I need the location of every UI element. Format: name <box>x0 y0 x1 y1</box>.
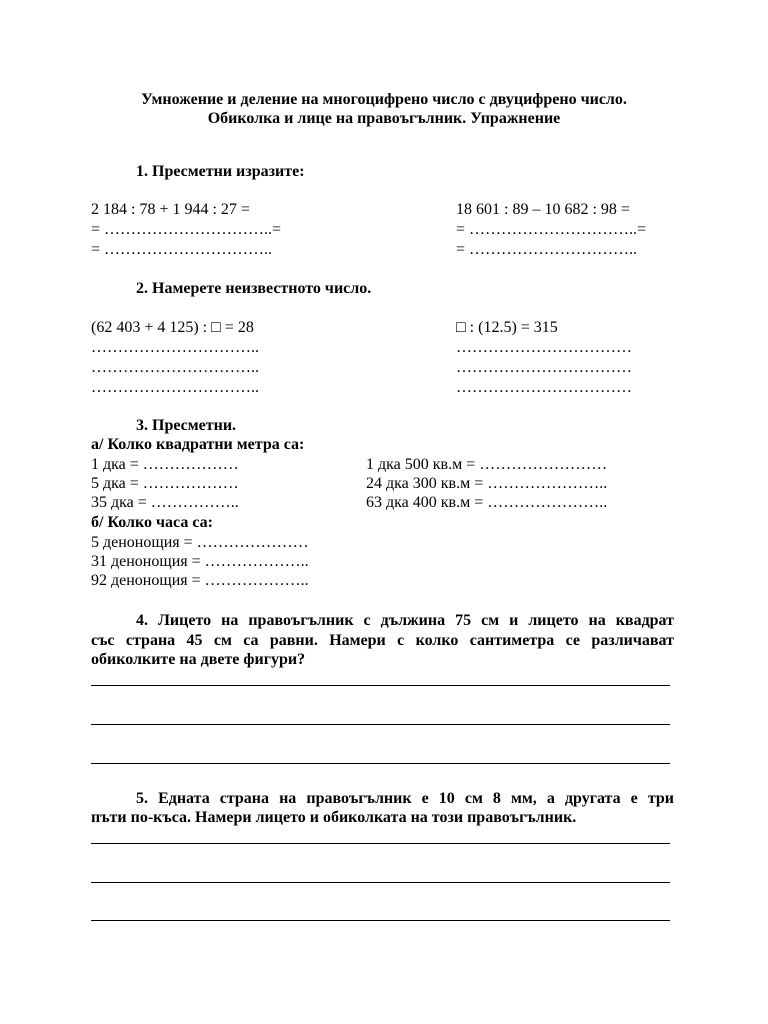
task3-a-left-line-2: 5 дка = ……………… <box>91 475 239 492</box>
task5-line-1: 5. Едната страна на правоъгълник е 10 см 8 мм, а другата е три <box>136 790 674 807</box>
task3-a-left-line-3: 35 дка = …………….. <box>91 494 239 511</box>
task3-b-left-line-1: 5 денонощия = ………………… <box>91 534 309 551</box>
task4-line-3: обиколките на двете фигури? <box>91 651 306 668</box>
task2-left-line-4: ………………………….. <box>91 379 259 396</box>
task2-left-line-3: ………………………….. <box>91 359 259 376</box>
answer-line <box>91 920 670 921</box>
task3-a-right-line-3: 63 дка 400 кв.м = ………………….. <box>366 494 608 511</box>
task2-right-line-4: …………………………… <box>456 379 632 396</box>
task3-a-left-line-1: 1 дка = ……………… <box>91 456 239 473</box>
task3-sub-a: а/ Колко квадратни метра са: <box>91 436 305 453</box>
title-line-1: Умножение и деление на многоцифрено число с двуцифрено число. <box>141 91 627 108</box>
answer-line <box>91 763 670 764</box>
task3-sub-b: б/ Колко часа са: <box>91 514 213 531</box>
task4-line-1: 4. Лицето на правоъгълник с дължина 75 см и лицето на квадрат <box>136 612 674 629</box>
task2-left-line-1: (62 403 + 4 125) : □ = 28 <box>91 319 254 336</box>
task3-heading: 3. Пресметни. <box>136 417 237 434</box>
task2-right-line-2: …………………………… <box>456 339 632 356</box>
task1-left-line-2: = …………………………..= <box>91 221 282 238</box>
task2-left-line-2: ………………………….. <box>91 339 259 356</box>
task3-a-right-line-1: 1 дка 500 кв.м = …………………… <box>366 456 608 473</box>
task1-left-line-1: 2 184 : 78 + 1 944 : 27 = <box>91 201 250 218</box>
answer-line <box>91 724 670 725</box>
task3-b-left-line-3: 92 денонощия = ……………….. <box>91 572 309 589</box>
task3-a-right-line-2: 24 дка 300 кв.м = ………………….. <box>366 475 608 492</box>
task1-right-line-3: = ………………………….. <box>456 241 638 258</box>
task2-heading: 2. Намерете неизвестното число. <box>136 280 372 297</box>
title-line-2: Обиколка и лице на правоъгълник. Упражнение <box>207 110 561 127</box>
task3-b-left-line-2: 31 денонощия = ……………….. <box>91 553 309 570</box>
task4-line-2: със страна 45 см са равни. Намери с колко сантиметра се различават <box>91 632 674 649</box>
task1-right-line-2: = …………………………..= <box>456 221 647 238</box>
task2-right-line-1: □ : (12.5) = 315 <box>456 319 558 336</box>
task5-line-2: пъти по-къса. Намери лицето и обиколката на този правоъгълник. <box>91 809 577 826</box>
task1-right-line-1: 18 601 : 89 – 10 682 : 98 = <box>456 201 630 218</box>
answer-line <box>91 843 670 844</box>
task1-heading: 1. Пресметни изразите: <box>136 163 305 180</box>
answer-line <box>91 882 670 883</box>
task2-right-line-3: …………………………… <box>456 359 632 376</box>
task1-left-line-3: = ………………………….. <box>91 241 273 258</box>
answer-line <box>91 685 670 686</box>
